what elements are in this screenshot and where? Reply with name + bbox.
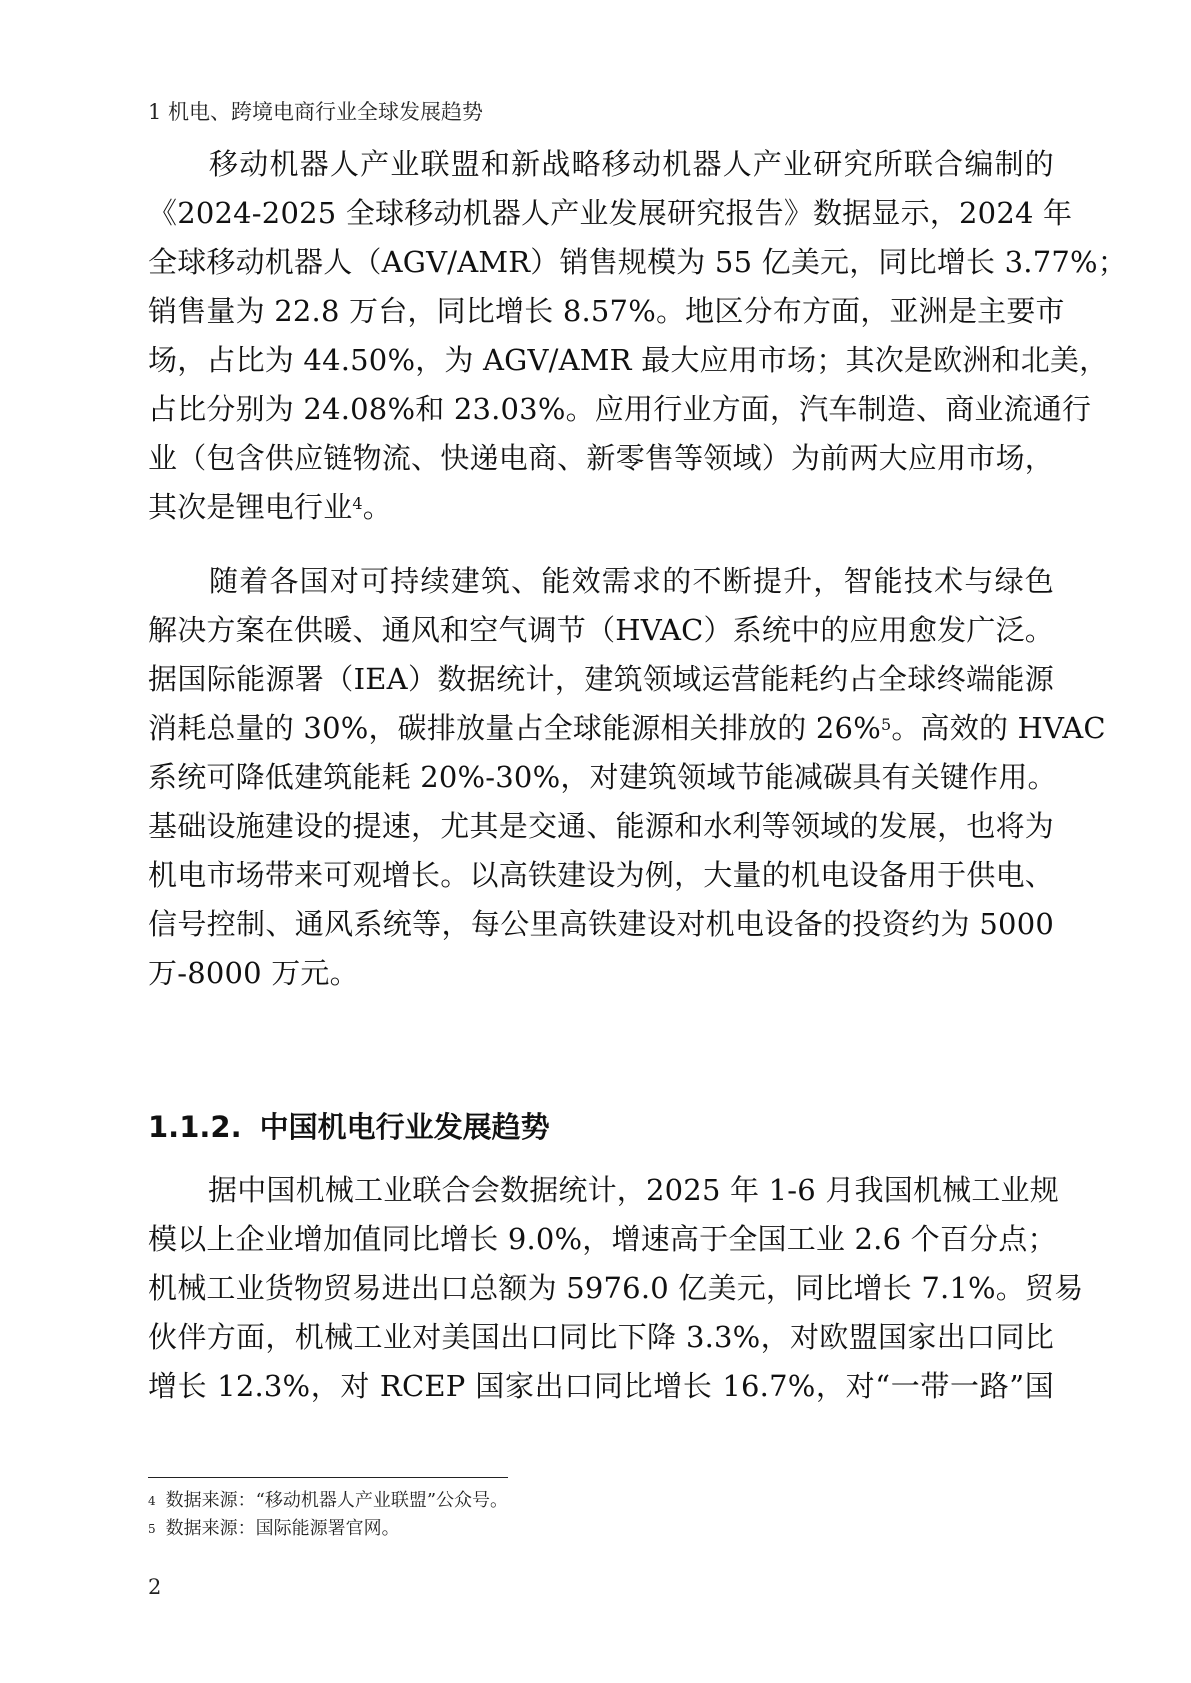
footnote-4: $^4$ 数据来源：“移动机器人产业联盟”公众号。 [148, 1490, 509, 1511]
footnote-5: $^5$ 数据来源：国际能源署官网。 [148, 1518, 400, 1539]
page-number: 2 [148, 1575, 162, 1599]
section-heading [148, 1107, 550, 1147]
footnote-separator [148, 1477, 508, 1478]
footnote-ref-4[interactable]: 4 [352, 494, 363, 513]
section-number: 1.1.2. [148, 1110, 242, 1144]
paragraph-china-machinery: 据中国机械工业联合会数据统计，2025 年 1-6 月我国机械工业规 模以上企业增加值同比增长 9.0%，增速高于全国工业 2.6 个百分点； 机械工业货物贸易进出口总额为 5976.0 亿美元，同比增长 7.1%。贸易 伙伴方面，机械工业对美国出口同比下降 3.3%，对欧盟国家出口同比 增长 12.3%，对 RCEP 国家出口同比增长 16.7%，对“一带一路”国 [148, 1173, 1084, 1403]
running-header: 1 机电、跨境电商行业全球发展趋势 [148, 100, 484, 124]
paragraph-mobile-robots: 移动机器人产业联盟和新战略移动机器人产业研究所联合编制的 《2024-2025 全球移动机器人产业发展研究报告》数据显示，2024 年 全球移动机器人（AGV/AMR）销售规模为 55 亿美元，同比增长 3.77%； 销售量为 22.8 万台，同比增长 8.57%。地区分布方面，亚洲是主要市 场，占比为 44.50%，为 AGV/AMR 最大应用市场；其次是欧洲和北美， 占比分别为 24.08%和 23.03%。应用行业方面，汽车制造、商业流通行 业（包含供应链物流、快递电商、新零售等领域）为前两大应用市场， 其次是锂电行业$^4$。 [148, 147, 1127, 524]
section-title: 中国机电行业发展趋势 [259, 1110, 550, 1144]
footnote-ref-5[interactable]: 5 [880, 715, 892, 734]
paragraph-hvac-infrastructure: 随着各国对可持续建筑、能效需求的不断提升，智能技术与绿色 解决方案在供暖、通风和空气调节（HVAC）系统中的应用愈发广泛。 据国际能源署（IEA）数据统计，建筑领域运营能耗约占全球终端能源 消耗总量的 30%，碳排放量占全球能源相关排放的 26%$^5$。高效的 HVAC 系统可降低建筑能耗 20%-30%，对建筑领域节能减碳具有关键作用。 基础设施建设的提速，尤其是交通、能源和水利等领域的发展，也将为 机电市场带来可观增长。以高铁建设为例，大量的机电设备用于供电、 信号控制、通风系统等，每公里高铁建设对机电设备的投资约为 5000 万-8000 万元。 [148, 564, 1106, 990]
